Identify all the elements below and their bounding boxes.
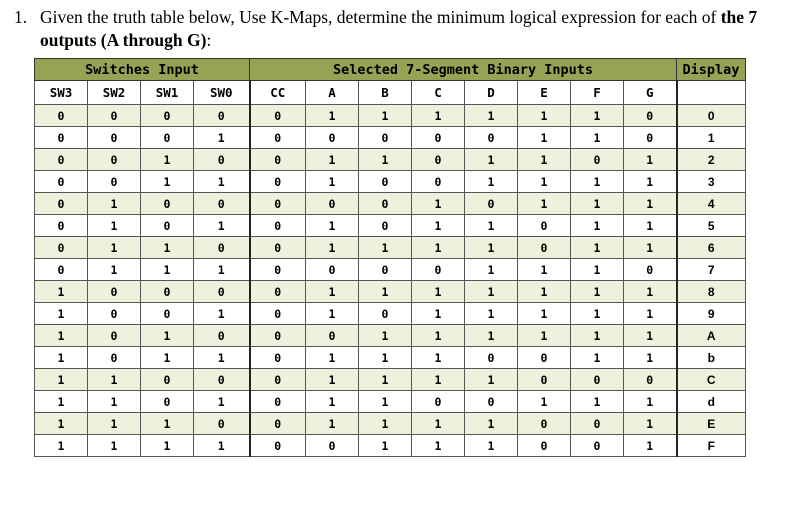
table-cell: 0 <box>141 105 194 127</box>
table-cell: 0 <box>624 369 677 391</box>
display-cell: 4 <box>677 193 746 215</box>
table-cell: 0 <box>624 105 677 127</box>
table-cell: 1 <box>518 325 571 347</box>
table-cell: 1 <box>306 105 359 127</box>
table-cell: 0 <box>359 303 412 325</box>
table-cell: 1 <box>412 105 465 127</box>
table-cell: 0 <box>141 369 194 391</box>
display-cell: 9 <box>677 303 746 325</box>
table-cell: 0 <box>359 171 412 193</box>
table-row <box>35 391 746 413</box>
table-cell: 1 <box>624 325 677 347</box>
table-row <box>35 325 746 347</box>
table-cell: 1 <box>359 325 412 347</box>
table-cell: 0 <box>250 347 306 369</box>
table-cell: 0 <box>35 171 88 193</box>
column-header-3: SW0 <box>194 81 250 105</box>
column-header-12 <box>677 81 746 105</box>
table-cell: 0 <box>250 413 306 435</box>
table-cell: 1 <box>35 391 88 413</box>
table-cell: 1 <box>465 325 518 347</box>
table-cell: 1 <box>518 391 571 413</box>
table-cell: 1 <box>465 237 518 259</box>
table-cell: 1 <box>624 281 677 303</box>
table-cell: 0 <box>250 303 306 325</box>
table-cell: 0 <box>194 369 250 391</box>
display-cell: d <box>677 391 746 413</box>
table-row <box>35 127 746 149</box>
table-cell: 1 <box>412 413 465 435</box>
table-cell: 1 <box>306 413 359 435</box>
table-cell: 1 <box>141 325 194 347</box>
table-cell: 1 <box>465 149 518 171</box>
table-cell: 1 <box>571 237 624 259</box>
table-cell: 1 <box>571 303 624 325</box>
table-cell: 0 <box>35 215 88 237</box>
table-cell: 1 <box>35 281 88 303</box>
table-cell: 0 <box>624 259 677 281</box>
table-cell: 1 <box>306 171 359 193</box>
table-cell: 1 <box>412 435 465 457</box>
table-cell: 0 <box>465 127 518 149</box>
table-cell: 1 <box>624 435 677 457</box>
table-cell: 0 <box>88 105 141 127</box>
table-row <box>35 435 746 457</box>
table-cell: 1 <box>624 391 677 413</box>
table-cell: 1 <box>359 413 412 435</box>
question-bold-2: outputs (A through G) <box>40 30 207 50</box>
table-cell: 0 <box>194 413 250 435</box>
table-cell: 1 <box>306 215 359 237</box>
table-row <box>35 259 746 281</box>
table-cell: 1 <box>141 435 194 457</box>
table-cell: 1 <box>465 369 518 391</box>
display-cell: b <box>677 347 746 369</box>
table-cell: 1 <box>306 347 359 369</box>
table-cell: 1 <box>35 325 88 347</box>
table-cell: 0 <box>141 127 194 149</box>
table-cell: 1 <box>518 303 571 325</box>
table-cell: 1 <box>465 413 518 435</box>
table-cell: 0 <box>250 105 306 127</box>
table-cell: 0 <box>465 391 518 413</box>
table-cell: 1 <box>465 259 518 281</box>
display-cell: 7 <box>677 259 746 281</box>
table-cell: 1 <box>306 237 359 259</box>
table-cell: 0 <box>194 237 250 259</box>
table-cell: 1 <box>359 435 412 457</box>
table-cell: 1 <box>571 171 624 193</box>
table-cell: 1 <box>624 303 677 325</box>
column-header-6: B <box>359 81 412 105</box>
table-cell: 0 <box>35 193 88 215</box>
table-cell: 1 <box>35 435 88 457</box>
table-cell: 1 <box>359 281 412 303</box>
table-cell: 1 <box>141 413 194 435</box>
question-line-1 <box>14 6 794 29</box>
table-cell: 1 <box>571 127 624 149</box>
table-cell: 1 <box>306 303 359 325</box>
column-header-1: SW2 <box>88 81 141 105</box>
display-cell: 1 <box>677 127 746 149</box>
table-cell: 1 <box>88 237 141 259</box>
table-cell: 1 <box>141 149 194 171</box>
table-cell: 0 <box>88 127 141 149</box>
table-cell: 1 <box>465 105 518 127</box>
display-cell: E <box>677 413 746 435</box>
table-cell: 0 <box>306 435 359 457</box>
column-header-4: CC <box>250 81 306 105</box>
table-cell: 0 <box>306 127 359 149</box>
table-cell: 1 <box>412 347 465 369</box>
table-row <box>35 347 746 369</box>
table-cell: 1 <box>359 369 412 391</box>
table-cell: 1 <box>306 149 359 171</box>
table-cell: 1 <box>88 215 141 237</box>
question-text <box>14 6 794 52</box>
table-cell: 0 <box>306 325 359 347</box>
table-cell: 0 <box>35 237 88 259</box>
table-cell: 0 <box>250 391 306 413</box>
table-cell: 1 <box>518 105 571 127</box>
table-cell: 0 <box>194 193 250 215</box>
table-cell: 0 <box>518 215 571 237</box>
column-header-10: F <box>571 81 624 105</box>
table-cell: 0 <box>624 127 677 149</box>
column-header-7: C <box>412 81 465 105</box>
column-header-11: G <box>624 81 677 105</box>
table-cell: 1 <box>571 215 624 237</box>
table-cell: 1 <box>518 127 571 149</box>
table-cell: 0 <box>412 391 465 413</box>
table-cell: 1 <box>465 215 518 237</box>
table-cell: 0 <box>359 127 412 149</box>
display-cell: 6 <box>677 237 746 259</box>
table-cell: 0 <box>35 149 88 171</box>
table-cell: 0 <box>88 171 141 193</box>
table-cell: 0 <box>412 171 465 193</box>
table-cell: 0 <box>518 369 571 391</box>
table-row <box>35 237 746 259</box>
table-cell: 0 <box>518 347 571 369</box>
display-cell: C <box>677 369 746 391</box>
table-row <box>35 303 746 325</box>
truth-table <box>34 58 746 457</box>
table-cell: 1 <box>141 259 194 281</box>
question-tail: : <box>206 30 212 50</box>
table-cell: 1 <box>412 281 465 303</box>
table-cell: 0 <box>518 237 571 259</box>
table-cell: 0 <box>250 435 306 457</box>
table-cell: 0 <box>359 259 412 281</box>
table-cell: 0 <box>35 127 88 149</box>
display-cell: 2 <box>677 149 746 171</box>
display-cell: 5 <box>677 215 746 237</box>
table-cell: 0 <box>88 149 141 171</box>
display-cell: 0 <box>677 105 746 127</box>
table-cell: 1 <box>306 281 359 303</box>
table-cell: 1 <box>624 215 677 237</box>
table-cell: 1 <box>412 193 465 215</box>
table-cell: 1 <box>194 391 250 413</box>
table-cell: 1 <box>359 149 412 171</box>
table-cell: 1 <box>88 391 141 413</box>
display-cell: 8 <box>677 281 746 303</box>
table-cell: 0 <box>88 281 141 303</box>
table-row <box>35 281 746 303</box>
table-cell: 0 <box>250 171 306 193</box>
table-cell: 0 <box>306 193 359 215</box>
table-cell: 0 <box>141 193 194 215</box>
table-cell: 1 <box>194 127 250 149</box>
table-cell: 0 <box>359 193 412 215</box>
table-cell: 0 <box>250 215 306 237</box>
group-header-row <box>35 59 746 81</box>
table-cell: 0 <box>141 391 194 413</box>
table-cell: 0 <box>194 105 250 127</box>
table-cell: 1 <box>412 369 465 391</box>
table-cell: 1 <box>571 325 624 347</box>
table-cell: 0 <box>141 281 194 303</box>
display-cell: A <box>677 325 746 347</box>
group-header-0: Switches Input <box>35 59 250 81</box>
table-cell: 1 <box>624 413 677 435</box>
table-cell: 1 <box>412 303 465 325</box>
table-cell: 1 <box>465 171 518 193</box>
table-cell: 1 <box>359 105 412 127</box>
table-cell: 1 <box>571 391 624 413</box>
table-cell: 1 <box>412 215 465 237</box>
table-cell: 1 <box>141 237 194 259</box>
table-cell: 1 <box>624 193 677 215</box>
table-cell: 1 <box>194 215 250 237</box>
table-cell: 1 <box>35 303 88 325</box>
table-cell: 0 <box>250 149 306 171</box>
table-cell: 0 <box>194 325 250 347</box>
table-cell: 0 <box>465 347 518 369</box>
table-cell: 1 <box>518 281 571 303</box>
table-cell: 1 <box>624 237 677 259</box>
table-cell: 1 <box>88 435 141 457</box>
table-cell: 1 <box>518 193 571 215</box>
table-cell: 1 <box>571 281 624 303</box>
table-cell: 1 <box>465 435 518 457</box>
table-cell: 0 <box>35 105 88 127</box>
table-cell: 0 <box>194 281 250 303</box>
table-cell: 1 <box>518 259 571 281</box>
group-header-1: Selected 7-Segment Binary Inputs <box>250 59 677 81</box>
table-cell: 1 <box>141 347 194 369</box>
table-cell: 1 <box>194 303 250 325</box>
table-cell: 1 <box>88 369 141 391</box>
table-cell: 0 <box>35 259 88 281</box>
table-cell: 1 <box>359 347 412 369</box>
question-number: 1. <box>14 7 28 27</box>
table-cell: 1 <box>194 347 250 369</box>
table-cell: 1 <box>194 259 250 281</box>
table-cell: 0 <box>518 413 571 435</box>
table-cell: 0 <box>571 369 624 391</box>
table-cell: 0 <box>359 215 412 237</box>
table-cell: 0 <box>194 149 250 171</box>
table-cell: 0 <box>412 127 465 149</box>
table-cell: 1 <box>465 303 518 325</box>
group-header-2: Display <box>677 59 746 81</box>
table-cell: 1 <box>306 369 359 391</box>
table-cell: 0 <box>88 347 141 369</box>
table-cell: 1 <box>194 171 250 193</box>
table-cell: 1 <box>465 281 518 303</box>
table-cell: 0 <box>250 193 306 215</box>
column-header-9: E <box>518 81 571 105</box>
table-cell: 0 <box>412 259 465 281</box>
table-row <box>35 215 746 237</box>
table-row <box>35 369 746 391</box>
table-cell: 1 <box>359 237 412 259</box>
table-cell: 0 <box>250 127 306 149</box>
table-row <box>35 413 746 435</box>
display-cell: F <box>677 435 746 457</box>
display-cell: 3 <box>677 171 746 193</box>
table-cell: 1 <box>412 325 465 347</box>
table-cell: 1 <box>88 193 141 215</box>
table-cell: 0 <box>571 149 624 171</box>
table-cell: 0 <box>88 325 141 347</box>
table-row <box>35 193 746 215</box>
table-cell: 0 <box>571 413 624 435</box>
table-cell: 1 <box>571 259 624 281</box>
table-cell: 1 <box>518 171 571 193</box>
table-cell: 1 <box>571 193 624 215</box>
column-header-2: SW1 <box>141 81 194 105</box>
table-cell: 0 <box>518 435 571 457</box>
column-header-8: D <box>465 81 518 105</box>
table-row <box>35 149 746 171</box>
table-cell: 1 <box>35 413 88 435</box>
table-cell: 0 <box>141 303 194 325</box>
table-cell: 1 <box>412 237 465 259</box>
table-cell: 1 <box>359 391 412 413</box>
table-cell: 0 <box>306 259 359 281</box>
table-cell: 0 <box>571 435 624 457</box>
table-cell: 1 <box>624 149 677 171</box>
table-cell: 0 <box>250 237 306 259</box>
question-body: Given the truth table below, Use K-Maps, determine the minimum logical expression for each of <box>40 7 721 27</box>
table-cell: 1 <box>306 391 359 413</box>
question-bold-1: the 7 <box>720 7 758 27</box>
table-cell: 1 <box>35 347 88 369</box>
column-header-0: SW3 <box>35 81 88 105</box>
table-cell: 1 <box>624 171 677 193</box>
table-cell: 1 <box>88 259 141 281</box>
table-cell: 0 <box>141 215 194 237</box>
table-cell: 1 <box>194 435 250 457</box>
table-cell: 1 <box>35 369 88 391</box>
table-cell: 0 <box>412 149 465 171</box>
table-cell: 0 <box>88 303 141 325</box>
table-cell: 0 <box>250 325 306 347</box>
table-row <box>35 171 746 193</box>
table-cell: 1 <box>518 149 571 171</box>
table-cell: 1 <box>571 105 624 127</box>
table-row <box>35 105 746 127</box>
table-cell: 1 <box>624 347 677 369</box>
table-cell: 0 <box>250 369 306 391</box>
table-cell: 1 <box>571 347 624 369</box>
table-cell: 0 <box>250 281 306 303</box>
question-line-2 <box>14 29 794 52</box>
table-cell: 0 <box>465 193 518 215</box>
table-cell: 1 <box>88 413 141 435</box>
column-header-row <box>35 81 746 105</box>
table-cell: 1 <box>141 171 194 193</box>
column-header-5: A <box>306 81 359 105</box>
table-cell: 0 <box>250 259 306 281</box>
